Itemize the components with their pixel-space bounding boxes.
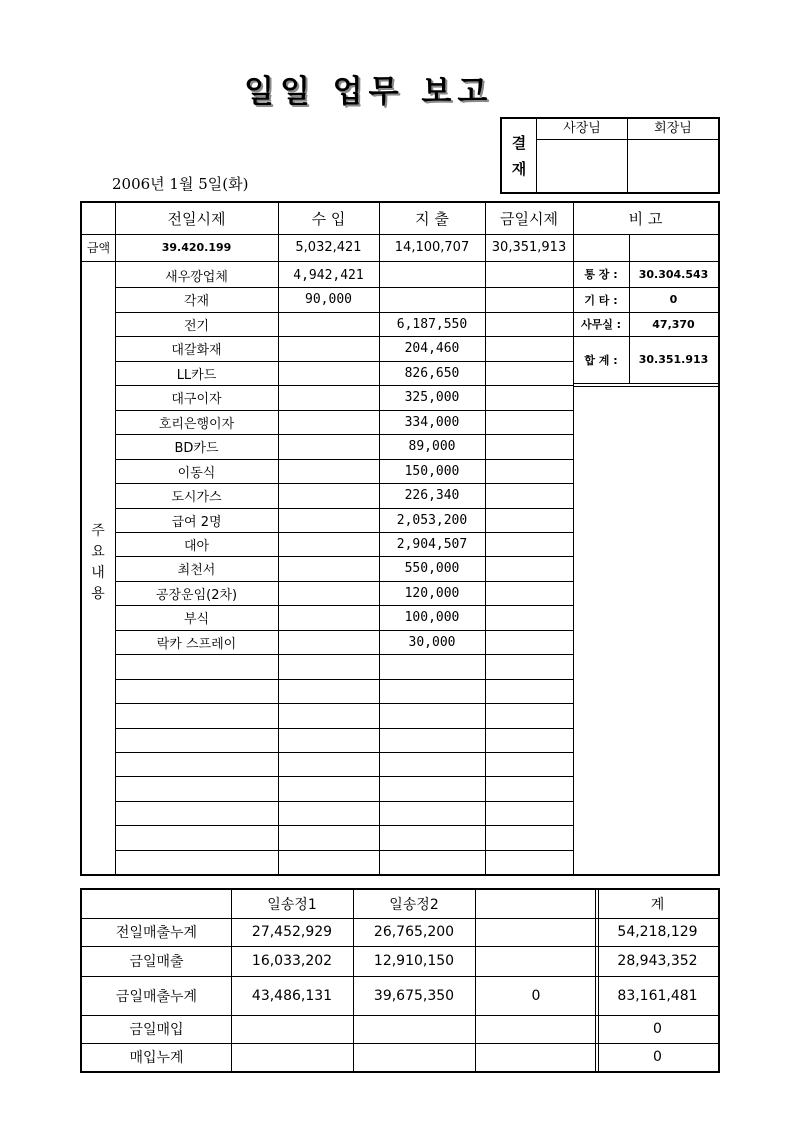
remark-label: 사무실 : [580,318,622,331]
approval-chairman-header: 회장님 [628,119,718,140]
sales-cell [231,1015,353,1043]
item-income [278,728,379,752]
sales-row-label: 금일매입 [129,1022,184,1038]
item-expense: 120,000 [404,585,460,601]
item-expense: 334,000 [404,414,460,430]
sales-row-label: 금일매출 [129,954,184,970]
item-income [278,361,379,385]
item-expense [379,850,485,874]
grid-line [485,203,486,874]
item-name: BD카드 [174,440,219,456]
sales-cell: 54,218,129 [617,924,698,940]
item-income [278,336,379,360]
item-expense: 100,000 [404,609,460,625]
column-header: 지 출 [415,210,449,228]
item-name: LL카드 [176,367,217,383]
item-name [115,728,278,752]
item-income [278,312,379,336]
sales-cell [475,918,597,946]
item-income [278,556,379,580]
amount-income: 5,032,421 [295,240,362,255]
item-name [115,679,278,703]
item-expense [379,801,485,825]
item-income: 4,942,421 [293,267,364,283]
item-name: 최천서 [177,562,216,578]
item-expense [379,776,485,800]
sales-cell [231,1043,353,1071]
item-expense: 204,460 [404,340,460,356]
sales-cell: 27,452,929 [251,924,333,940]
report-date: 2006년 1월 5일(화) [112,175,249,193]
side-label-char: 내 [91,565,105,581]
sales-cell: 28,943,352 [617,953,698,969]
remark-value: 47,370 [652,317,695,331]
item-income [278,630,379,654]
remark-value: 0 [669,293,678,306]
item-expense: 2,904,507 [396,536,468,552]
column-header: 비 고 [628,210,663,228]
amount-today-balance: 30,351,913 [491,240,567,255]
item-name [115,776,278,800]
remark-label: 통 장 : [584,268,618,281]
item-expense [379,728,485,752]
item-expense: 150,000 [404,463,460,479]
item-expense [379,679,485,703]
item-expense: 2,053,200 [396,512,468,528]
item-name [115,703,278,727]
item-name [115,850,278,874]
grid-line [573,386,718,387]
item-name: 호리은행이자 [158,416,235,432]
sales-header: 일송정2 [389,897,439,913]
sales-row-label: 매입누계 [129,1050,184,1066]
remark-label: 기 타 : [584,293,618,307]
sales-header [475,890,597,918]
item-name [115,801,278,825]
item-name: 공장운임(2차) [155,587,238,603]
item-income [278,385,379,409]
item-name: 대구이자 [171,391,222,407]
item-income [278,532,379,556]
sales-cell [475,1043,597,1071]
item-expense [379,263,485,287]
item-expense [379,825,485,849]
remark-value: 30.304.543 [638,267,709,281]
item-income [278,801,379,825]
item-name: 전기 [183,318,210,334]
item-name [115,825,278,849]
report-title: 일일 업무 보고 [244,74,494,110]
amount-row-label: 금액 [86,241,111,255]
item-income: 90,000 [305,291,352,307]
side-label-char: 주 [91,523,105,539]
item-expense: 30,000 [408,634,456,650]
item-expense: 6,187,550 [396,316,468,332]
approval-ceo-header: 사장님 [537,119,627,140]
item-income [278,825,379,849]
item-income [278,605,379,629]
sales-cell [475,1015,597,1043]
item-income [278,679,379,703]
item-expense: 826,650 [404,365,460,381]
sales-header: 계 [650,897,665,913]
remark-label: 합 계 : [584,353,618,367]
item-name [115,752,278,776]
item-name: 이동식 [177,465,216,481]
sales-cell: 16,033,202 [251,953,333,969]
approval-label-bottom: 재 [511,159,527,178]
item-income [278,654,379,678]
remark-value: 30.351.913 [638,353,709,366]
daily-report-table [80,201,720,876]
sales-cell [475,946,597,976]
item-income [278,483,379,507]
side-label-char: 요 [91,544,105,560]
item-expense: 226,340 [404,487,460,503]
sales-cell: 43,486,131 [251,987,333,1004]
sales-cell: 12,910,150 [373,953,455,969]
item-name: 새우깡업체 [165,269,228,285]
side-label [84,521,112,605]
item-income [278,752,379,776]
column-header: 수 입 [311,210,346,228]
item-name: 부식 [183,611,210,627]
sales-cell [353,1043,475,1071]
sales-cell: 83,161,481 [617,987,698,1004]
approval-box [500,117,720,194]
item-expense: 550,000 [404,560,460,576]
item-name: 대갈화재 [171,342,222,358]
approval-label [502,119,537,192]
item-income [278,410,379,434]
sales-row-label: 금일매출누계 [115,988,198,1005]
item-income [278,434,379,458]
item-income [278,703,379,727]
item-name: 급여 2명 [171,514,222,530]
item-expense: 325,000 [404,389,460,405]
item-name: 도시가스 [171,489,222,505]
item-expense [379,287,485,311]
item-expense [379,654,485,678]
item-name: 락카 스프레이 [156,636,237,652]
item-name [115,654,278,678]
approval-label-top: 결 [511,133,527,152]
item-income [278,459,379,483]
sales-cell: 0 [531,987,541,1004]
item-name: 각재 [183,293,210,309]
sales-header: 일송정1 [267,897,317,913]
item-income [278,581,379,605]
sales-cell: 39,675,350 [373,987,455,1004]
item-expense [379,752,485,776]
column-header: 금일시제 [500,210,558,228]
sales-cell: 0 [653,1049,662,1065]
item-income [278,850,379,874]
item-income [278,776,379,800]
amount-expense: 14,100,707 [394,240,470,255]
sales-cell: 0 [653,1021,662,1037]
sales-cell: 26,765,200 [373,924,455,940]
sales-cell [353,1015,475,1043]
sales-row-label: 전일매출누계 [115,925,198,941]
item-name: 대아 [183,538,210,554]
grid-line [573,383,718,384]
column-header: 전일시제 [167,210,226,228]
item-expense: 89,000 [408,438,456,454]
amount-prev-balance: 39.420.199 [161,241,232,254]
approval-chairman-column [628,119,718,192]
sales-summary-table [80,888,720,1073]
side-label-char: 용 [91,586,105,602]
item-income [278,508,379,532]
sales-header [82,890,231,918]
item-expense [379,703,485,727]
approval-ceo-column [537,119,628,192]
